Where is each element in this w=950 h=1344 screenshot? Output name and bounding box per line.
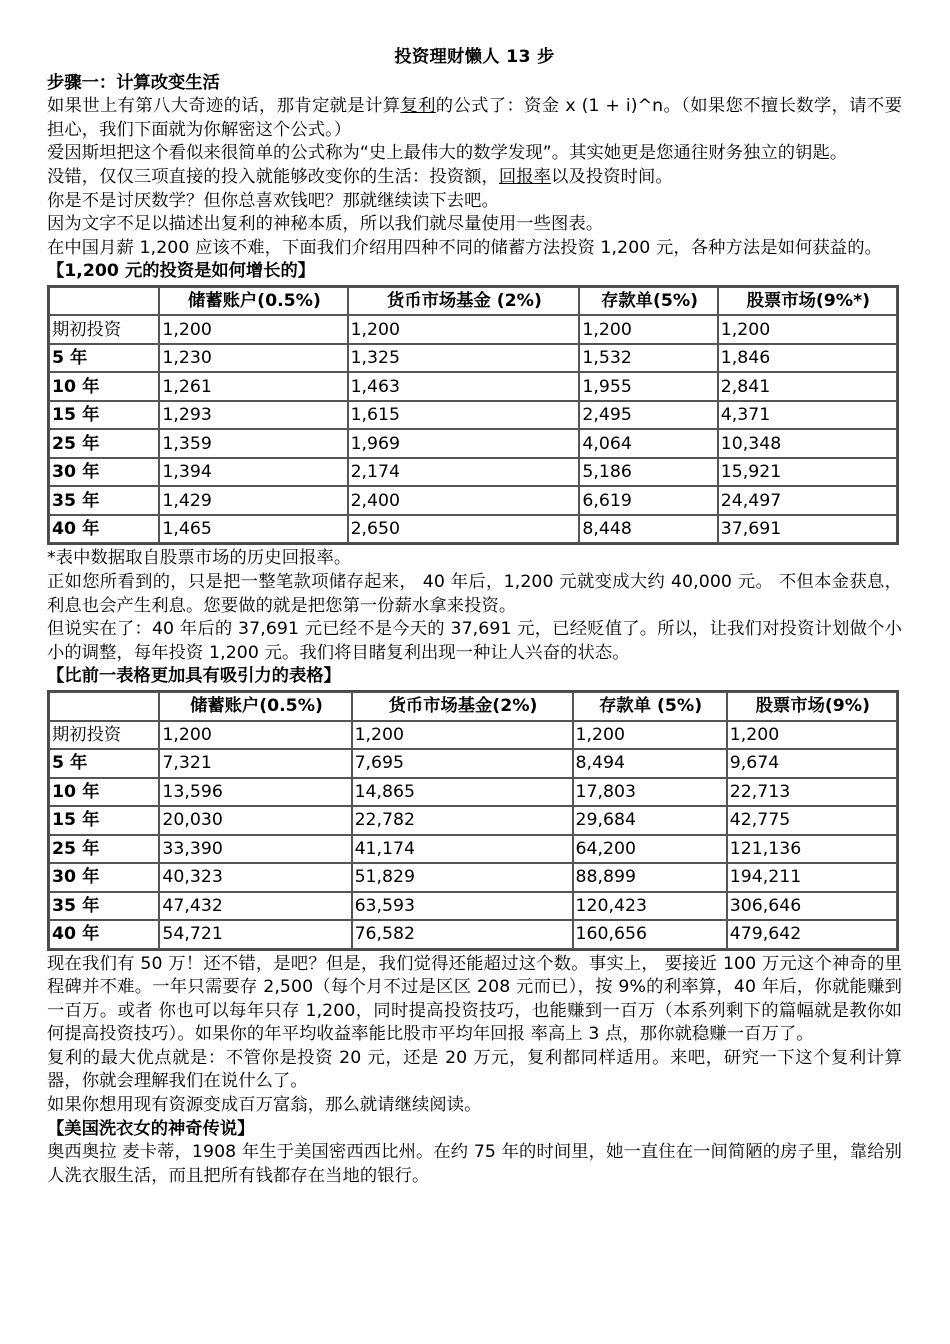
row-label: 35 年 [49,892,159,921]
table-cell: 1,200 [718,315,897,344]
row-label: 期初投资 [49,721,159,750]
section2-heading: 【美国洗衣女的神奇传说】 [47,1118,255,1139]
table-cell: 1,615 [348,401,580,430]
paragraph: 复利的最大优点就是：不管你是投资 20 元，还是 20 万元，复利都同样适用。来吧，研究一下这个复利计算器，你就会理解我们在说什么了。 [47,1047,902,1092]
table-row [49,486,897,515]
table-cell: 20,030 [159,806,351,835]
column-header: 存款单 (5%) [573,692,727,721]
column-header: 储蓄账户(0.5%) [159,287,347,316]
table-cell: 121,136 [727,835,897,864]
table-cell: 1,465 [159,515,347,544]
table-cell: 1,200 [159,315,347,344]
table-row [49,315,897,344]
table-cell: 4,064 [579,429,717,458]
table-cell: 14,865 [352,778,573,807]
table-row [49,372,897,401]
row-label: 40 年 [49,920,159,949]
table-cell: 7,321 [159,749,351,778]
table-row [49,429,897,458]
table-row [49,835,897,864]
row-label: 5 年 [49,344,159,373]
paragraph [47,166,902,190]
table-cell: 4,371 [718,401,897,430]
text-span: 没错，仅仅三项直接的投入就能够改变你的生活：投资额， [47,166,499,187]
row-label: 10 年 [49,372,159,401]
growth-table-lump-sum [47,285,899,546]
row-label: 15 年 [49,806,159,835]
paragraph: 你是不是讨厌数学？但你总喜欢钱吧？那就继续读下去吧。 [47,190,499,211]
table-row [49,863,897,892]
column-header: 股票市场(9%*) [718,287,897,316]
table-cell: 10,348 [718,429,897,458]
table-cell: 37,691 [718,515,897,544]
table-cell: 1,394 [159,458,347,487]
table-cell: 41,174 [352,835,573,864]
column-header: 储蓄账户(0.5%) [159,692,351,721]
column-header: 股票市场(9%) [727,692,897,721]
table-cell: 5,186 [579,458,717,487]
table-note: *表中数据取自股票市场的历史回报率。 [47,548,352,569]
table-cell: 1,429 [159,486,347,515]
growth-table-annual [47,690,899,951]
table-cell: 479,642 [727,920,897,949]
table-row [49,778,897,807]
row-label: 期初投资 [49,315,159,344]
text-span: 的公式了：资金 x (1 + i)^n。（如果您不擅长数学，请不要担心，我们下面就为你解密这个公式。） [47,96,902,140]
document-title: 投资理财懒人 13 步 [394,47,555,67]
table-cell: 1,325 [348,344,580,373]
table-row [49,721,897,750]
table-cell: 64,200 [573,835,727,864]
table-cell: 1,969 [348,429,580,458]
step1-heading: 步骤一：计算改变生活 [47,72,220,93]
paragraph: 正如您所看到的，只是把一整笔款项储存起来， 40 年后，1,200 元就变成大约 40,000 元。 不但本金获息，利息也会产生利息。您要做的就是把您第一份薪水拿来投资。 [47,572,902,616]
table-cell: 47,432 [159,892,351,921]
table-row [49,920,897,949]
table-header-row [49,287,897,316]
text-span: 如果世上有第八大奇迹的话，那肯定就是计算 [47,96,401,117]
table-cell: 8,494 [573,749,727,778]
paragraph: 爱因斯坦把这个看似来很简单的公式称为“史上最伟大的数学发现”。其实她更是您通往财务独立的钥匙。 [47,143,848,164]
compound-interest-link[interactable]: 复利 [400,96,436,117]
table-cell: 1,955 [579,372,717,401]
row-label: 35 年 [49,486,159,515]
column-header [49,287,159,316]
table-cell: 1,846 [718,344,897,373]
table-cell: 120,423 [573,892,727,921]
table-cell: 8,448 [579,515,717,544]
table-cell: 194,211 [727,863,897,892]
table-cell: 9,674 [727,749,897,778]
table-cell: 306,646 [727,892,897,921]
column-header: 货币市场基金 (2%) [348,287,580,316]
table-cell: 160,656 [573,920,727,949]
text-span: 以及投资时间。 [551,166,673,187]
row-label: 30 年 [49,458,159,487]
table-row [49,749,897,778]
paragraph: 因为文字不足以描述出复利的神秘本质，所以我们就尽量使用一些图表。 [47,214,604,235]
table-cell: 1,230 [159,344,347,373]
table-cell: 63,593 [352,892,573,921]
table-row [49,344,897,373]
table-cell: 7,695 [352,749,573,778]
row-label: 40 年 [49,515,159,544]
table-cell: 33,390 [159,835,351,864]
table-cell: 51,829 [352,863,573,892]
table-cell: 1,359 [159,429,347,458]
table-cell: 22,782 [352,806,573,835]
table-cell: 1,200 [579,315,717,344]
table-row [49,515,897,544]
table1-heading: 【1,200 元的投资是如何增长的】 [47,261,316,282]
table-cell: 29,684 [573,806,727,835]
table-cell: 1,293 [159,401,347,430]
table-cell: 13,596 [159,778,351,807]
column-header: 存款单(5%) [579,287,717,316]
column-header: 货币市场基金(2%) [352,692,573,721]
table-cell: 54,721 [159,920,351,949]
row-label: 15 年 [49,401,159,430]
table-row [49,892,897,921]
table-cell: 15,921 [718,458,897,487]
column-header [49,692,159,721]
table-cell: 2,174 [348,458,580,487]
table-cell: 2,841 [718,372,897,401]
table2-heading: 【比前一表格更加具有吸引力的表格】 [47,666,341,687]
table-cell: 1,200 [727,721,897,750]
table-row [49,458,897,487]
table-cell: 22,713 [727,778,897,807]
table-cell: 76,582 [352,920,573,949]
paragraph: 但说实在了：40 年后的 37,691 元已经不是今天的 37,691 元，已经贬值了。所以，让我们对投资计划做个小小的调整，每年投资 1,200 元。我们将目睹复利出现一种让人兴奋的状态。 [47,619,902,663]
row-label: 25 年 [49,835,159,864]
paragraph: 现在我们有 50 万！还不错，是吧？但是，我们觉得还能超过这个数。事实上， 要接近 100 万元这个神奇的里程碑并不难。一年只需要存 2,500（每个月不过是区区 208 元而已），按 9%的利率算，40 年后，你就能赚到一百万。或者 你也可以每年只存 1,200，同时提高投资技巧，也能赚到一百万（本系列剩下的篇幅就是教你如何提高投资技巧）。如果你的年平均收益率能比股市平均年回报 率高上 3 点，那你就稳赚一百万了。 [47,953,902,1045]
table-cell: 17,803 [573,778,727,807]
paragraph: 奥西奥拉 麦卡蒂，1908 年生于美国密西西比州。在约 75 年的时间里，她一直住在一间简陋的房子里，靠给别人洗衣服生活，而且把所有钱都存在当地的银行。 [47,1142,902,1186]
table-cell: 88,899 [573,863,727,892]
table-cell: 1,200 [573,721,727,750]
table-cell: 2,400 [348,486,580,515]
table-cell: 42,775 [727,806,897,835]
table-cell: 6,619 [579,486,717,515]
paragraph: 如果你想用现有资源变成百万富翁，那么就请继续阅读。 [47,1095,482,1116]
table-header-row [49,692,897,721]
table-cell: 2,495 [579,401,717,430]
paragraph: 在中国月薪 1,200 应该不难，下面我们介绍用四种不同的储蓄方法投资 1,200 元，各种方法是如何获益的。 [47,237,882,258]
row-label: 25 年 [49,429,159,458]
table-cell: 1,200 [348,315,580,344]
table-cell: 1,532 [579,344,717,373]
paragraph [47,95,902,142]
table-row [49,401,897,430]
table-row [49,806,897,835]
table-cell: 40,323 [159,863,351,892]
return-rate-link[interactable]: 回报率 [498,166,552,187]
table-cell: 1,200 [159,721,351,750]
table-cell: 1,463 [348,372,580,401]
row-label: 10 年 [49,778,159,807]
table-cell: 1,200 [352,721,573,750]
table-cell: 1,261 [159,372,347,401]
table-cell: 24,497 [718,486,897,515]
table-cell: 2,650 [348,515,580,544]
row-label: 5 年 [49,749,159,778]
row-label: 30 年 [49,863,159,892]
